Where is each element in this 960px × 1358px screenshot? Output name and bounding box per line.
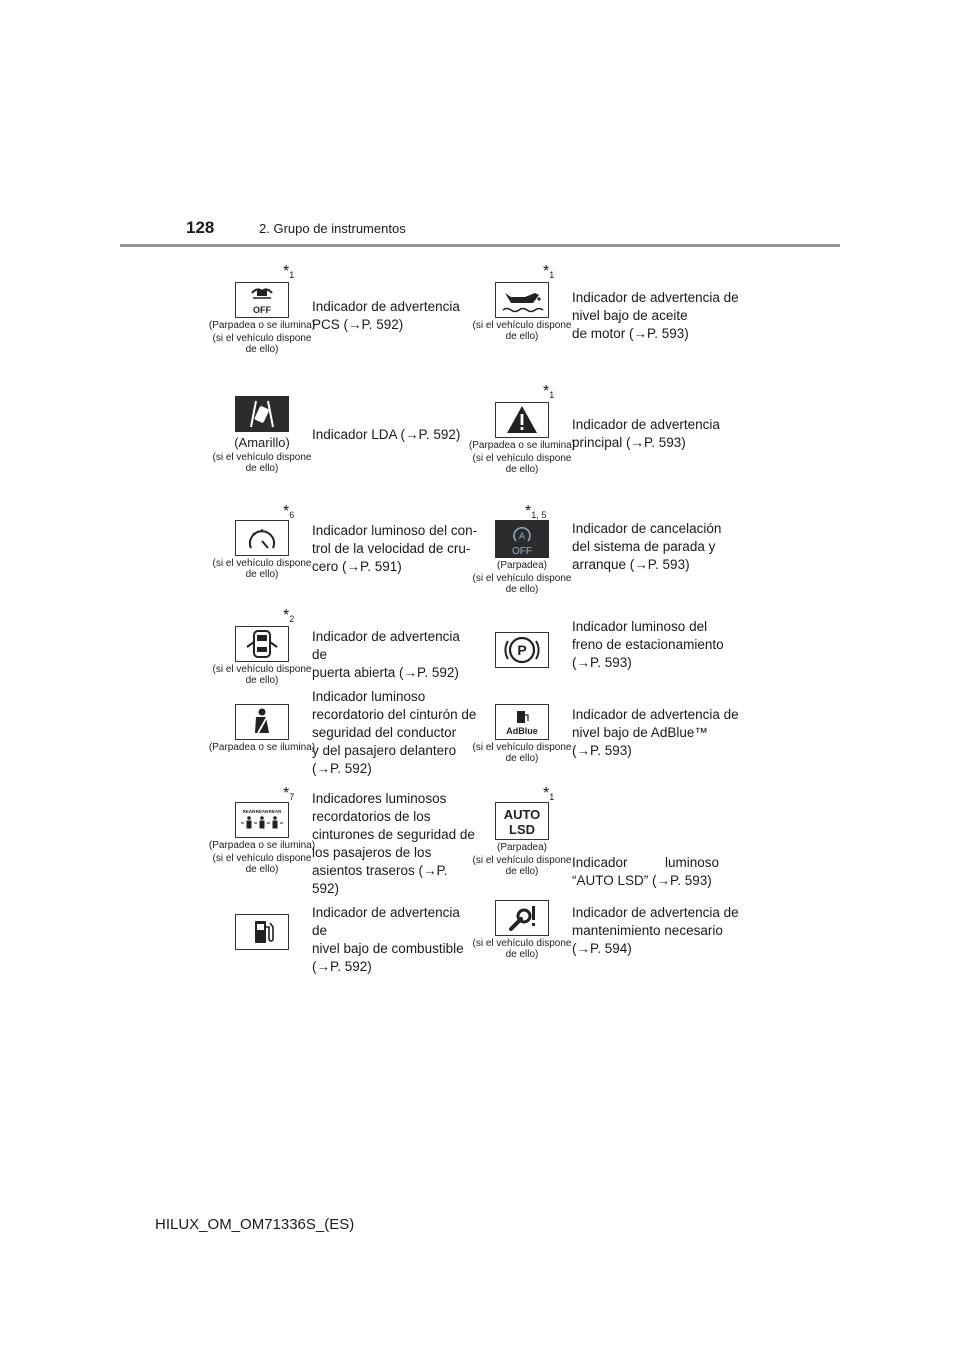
stop-start-off-icon	[495, 520, 549, 558]
indicator-description: Indicador de advertencia principal (→P. 593)	[572, 417, 720, 450]
master-warning-icon	[495, 402, 549, 438]
icon-caption: (Parpadea o se ilumina)	[208, 840, 316, 851]
footnote-mark: $*_6$	[283, 503, 295, 520]
maintenance-icon	[495, 900, 549, 936]
icon-caption: (Amarillo)	[234, 435, 290, 450]
indicator-description: Indicador luminoso del con- trol de la velocidad de cru- cero (→P. 591)	[312, 523, 478, 574]
footnote-mark: $*_1$	[543, 785, 555, 802]
fuel-icon	[235, 914, 289, 950]
adblue-icon	[495, 704, 549, 740]
indicator-description: Indicador de advertencia de mantenimiento necesario (→P. 594)	[572, 905, 739, 956]
icon-caption: (Parpadea)	[496, 560, 548, 571]
footnote-mark: $*_{1, 5}$	[525, 503, 547, 520]
svg-text:REAR: REAR	[255, 809, 269, 814]
door-open-icon	[235, 626, 289, 662]
indicator-description: Indicadores luminosos recordatorios de los cinturones de seguridad de los pasajeros de los asientos traseros (→P. 592)	[312, 791, 475, 896]
icon-caption: (si el vehículo dispone de ello)	[212, 853, 312, 875]
svg-text:REAR: REAR	[242, 809, 256, 814]
parking-brake-icon	[495, 632, 549, 668]
svg-text:AdBlue: AdBlue	[506, 726, 538, 736]
svg-text:OFF: OFF	[253, 305, 271, 315]
pcs-off-icon	[235, 282, 289, 318]
svg-text:LSD: LSD	[509, 822, 535, 837]
auto-lsd-icon	[495, 802, 549, 840]
indicator-description: Indicador luminoso “AUTO LSD” (→P. 593)	[572, 855, 720, 888]
indicator-description: Indicador de advertencia de puerta abierta (→P. 592)	[312, 629, 460, 680]
icon-caption: (Parpadea o se ilumina)	[208, 320, 316, 331]
svg-text:REAR: REAR	[268, 809, 282, 814]
cruise-control-icon	[235, 520, 289, 556]
icon-caption: (Parpadea o se ilumina)	[208, 742, 316, 753]
indicator-description: Indicador LDA (→P. 592)	[312, 427, 461, 442]
header-rule	[120, 244, 840, 247]
page-number: 128	[186, 218, 215, 237]
icon-caption: (si el vehículo dispone de ello)	[472, 742, 572, 764]
footnote-mark: $*_1$	[283, 263, 295, 280]
icon-caption: (si el vehículo dispone de ello)	[212, 664, 312, 686]
lda-icon	[235, 396, 289, 432]
rear-seatbelt-icon	[235, 802, 289, 838]
footnote-mark: $*_2$	[283, 607, 295, 624]
icon-caption: (si el vehículo dispone de ello)	[472, 573, 572, 595]
footnote-mark: $*_1$	[543, 383, 555, 400]
oil-level-icon	[495, 282, 549, 318]
icon-caption: (si el vehículo dispone de ello)	[212, 558, 312, 580]
svg-text:OFF: OFF	[512, 546, 532, 557]
indicator-description: Indicador de advertencia de nivel bajo de aceite de motor (→P. 593)	[572, 290, 739, 341]
icon-caption: (si el vehículo dispone de ello)	[472, 938, 572, 960]
icon-caption: (si el vehículo dispone de ello)	[212, 452, 312, 474]
indicator-description: Indicador de advertencia de nivel bajo de combustible (→P. 592)	[312, 905, 464, 974]
indicator-description: Indicador de advertencia de nivel bajo de AdBlue™ (→P. 593)	[572, 707, 739, 758]
section-title: 2. Grupo de instrumentos	[259, 221, 406, 236]
icon-caption: (si el vehículo dispone de ello)	[472, 453, 572, 475]
icon-caption: (Parpadea o se ilumina)	[468, 440, 576, 451]
icon-caption: (si el vehículo dispone de ello)	[472, 320, 572, 342]
icon-caption: (si el vehículo dispone de ello)	[212, 333, 312, 355]
indicator-description: Indicador luminoso recordatorio del cinturón de seguridad del conductor y del pasajero delantero (→P. 592)	[312, 689, 477, 776]
icon-caption: (si el vehículo dispone de ello)	[472, 855, 572, 877]
indicator-description: Indicador de advertencia PCS (→P. 592)	[312, 299, 460, 332]
document-code: HILUX_OM_OM71336S_(ES)	[155, 1216, 355, 1233]
footnote-mark: $*_7$	[283, 785, 295, 802]
svg-text:P: P	[517, 642, 527, 658]
icon-caption: (Parpadea)	[496, 842, 548, 853]
footnote-mark: $*_1$	[543, 263, 555, 280]
indicator-description: Indicador de cancelación del sistema de parada y arranque (→P. 593)	[572, 521, 722, 572]
seatbelt-icon	[235, 704, 289, 740]
indicator-description: Indicador luminoso del freno de estacionamiento (→P. 593)	[572, 619, 724, 670]
svg-text:AUTO: AUTO	[503, 807, 541, 822]
svg-text:A: A	[518, 531, 526, 541]
